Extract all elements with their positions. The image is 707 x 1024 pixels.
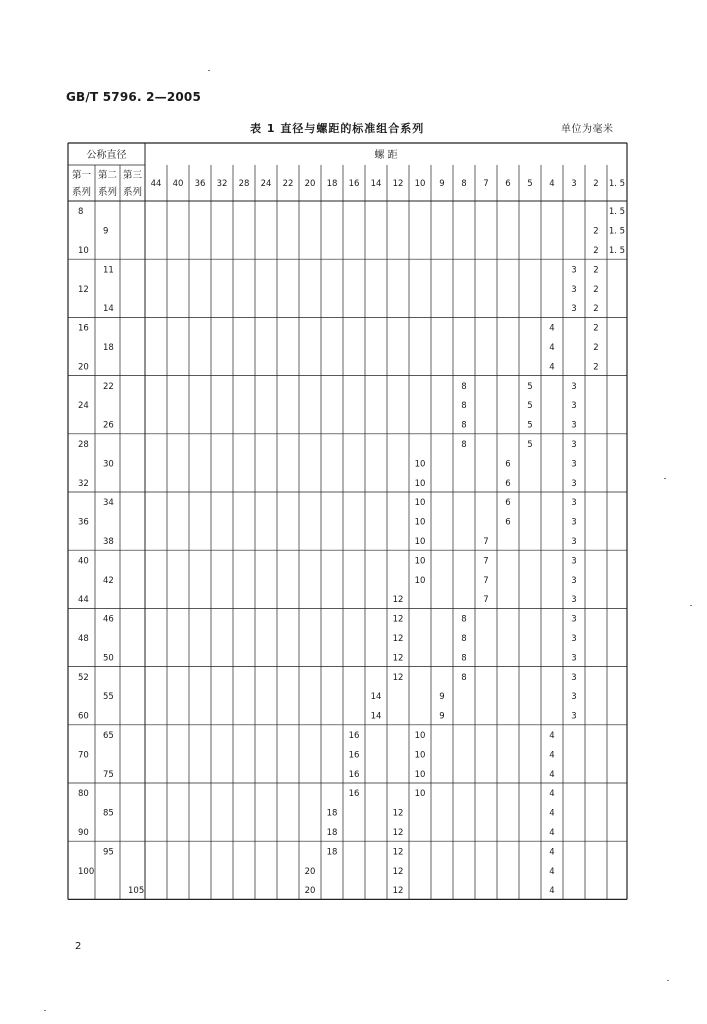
pitch-value: 3 bbox=[571, 420, 577, 431]
pitch-value: 16 bbox=[348, 769, 360, 780]
series-1-value: 40 bbox=[78, 556, 89, 567]
pitch-value: 8 bbox=[461, 672, 467, 683]
pitch-value: 3 bbox=[571, 537, 577, 547]
pitch-value: 6 bbox=[505, 478, 511, 489]
pitch-value: 8 bbox=[461, 653, 467, 664]
series-2-value: 46 bbox=[103, 614, 114, 625]
pitch-value: 8 bbox=[461, 634, 467, 644]
pitch-value: 8 bbox=[461, 420, 467, 431]
pitch-value: 18 bbox=[326, 828, 338, 838]
pitch-value: 12 bbox=[392, 672, 404, 683]
pitch-value: 8 bbox=[461, 381, 467, 392]
series-1-value: 48 bbox=[78, 634, 89, 644]
pitch-value: 3 bbox=[571, 459, 577, 470]
series-2-value: 34 bbox=[103, 498, 114, 509]
pitch-value: 4 bbox=[549, 847, 555, 858]
pitch-value: 3 bbox=[571, 265, 577, 276]
pitch-value: 12 bbox=[392, 847, 404, 858]
pitch-value: 3 bbox=[571, 517, 577, 528]
pitch-value: 14 bbox=[370, 711, 382, 722]
pitch-value: 4 bbox=[549, 769, 555, 780]
pitch-value: 2 bbox=[593, 362, 599, 373]
scan-speck bbox=[208, 70, 210, 71]
pitch-column-header: 6 bbox=[505, 179, 511, 189]
series-2-value: 75 bbox=[103, 769, 114, 780]
pitch-value: 5 bbox=[527, 440, 533, 450]
pitch-value: 10 bbox=[414, 750, 426, 761]
pitch-value: 10 bbox=[414, 731, 426, 741]
series-1-value: 90 bbox=[78, 828, 89, 838]
pitch-value: 12 bbox=[392, 808, 404, 819]
pitch-value: 18 bbox=[326, 847, 338, 858]
series-2-value: 18 bbox=[103, 343, 114, 353]
pitch-value: 2 bbox=[593, 304, 599, 315]
pitch-value: 10 bbox=[414, 789, 426, 800]
pitch-column-header: 10 bbox=[414, 179, 426, 189]
page-number: 2 bbox=[75, 941, 82, 952]
pitch-value: 7 bbox=[483, 556, 489, 567]
pitch-column-header: 8 bbox=[461, 179, 467, 189]
pitch-value: 4 bbox=[549, 886, 555, 897]
table-unit: 单位为毫米 bbox=[561, 124, 614, 135]
pitch-value: 2 bbox=[593, 246, 599, 256]
series-2-value: 11 bbox=[103, 265, 114, 276]
pitch-value: 7 bbox=[483, 575, 489, 586]
pitch-value: 4 bbox=[549, 343, 555, 353]
series-1-value: 36 bbox=[78, 517, 89, 528]
series-1-value: 32 bbox=[78, 478, 89, 489]
pitch-value: 6 bbox=[505, 517, 511, 528]
pitch-value: 12 bbox=[392, 866, 404, 877]
series-1-value: 28 bbox=[78, 440, 89, 450]
pitch-column-header: 24 bbox=[260, 179, 272, 189]
series-2-value: 65 bbox=[103, 731, 114, 741]
pitch-value: 5 bbox=[527, 381, 533, 392]
pitch-value: 1. 5 bbox=[608, 246, 626, 256]
pitch-value: 20 bbox=[304, 866, 316, 877]
pitch-value: 1. 5 bbox=[608, 226, 626, 237]
pitch-value: 12 bbox=[392, 828, 404, 838]
series-1-value: 44 bbox=[78, 595, 89, 606]
series-2-value: 55 bbox=[103, 692, 114, 703]
pitch-value: 1. 5 bbox=[608, 207, 626, 218]
series-header: 系列 bbox=[71, 187, 92, 198]
series-1-value: 24 bbox=[78, 401, 89, 412]
series-1-value: 16 bbox=[78, 323, 89, 334]
pitch-value: 4 bbox=[549, 808, 555, 819]
pitch-value: 10 bbox=[414, 517, 426, 528]
pitch-value: 3 bbox=[571, 595, 577, 606]
pitch-value: 12 bbox=[392, 614, 404, 625]
pitch-value: 10 bbox=[414, 537, 426, 547]
series-header: 第一 bbox=[71, 170, 92, 181]
pitch-value: 2 bbox=[593, 226, 599, 237]
pitch-header: 螺 距 bbox=[374, 150, 398, 161]
pitch-column-header: 2 bbox=[593, 179, 599, 189]
series-2-value: 50 bbox=[103, 653, 114, 664]
pitch-value: 4 bbox=[549, 362, 555, 373]
series-header: 第三 bbox=[122, 170, 143, 181]
pitch-value: 12 bbox=[392, 595, 404, 606]
pitch-value: 14 bbox=[370, 692, 382, 703]
pitch-value: 4 bbox=[549, 866, 555, 877]
pitch-column-header: 28 bbox=[238, 179, 250, 189]
pitch-value: 5 bbox=[527, 420, 533, 431]
series-1-value: 80 bbox=[78, 789, 89, 800]
series-2-value: 95 bbox=[103, 847, 114, 858]
pitch-value: 20 bbox=[304, 886, 316, 897]
pitch-value: 10 bbox=[414, 498, 426, 509]
pitch-value: 3 bbox=[571, 498, 577, 509]
pitch-value: 9 bbox=[439, 692, 445, 703]
pitch-value: 2 bbox=[593, 323, 599, 334]
scan-speck bbox=[690, 605, 692, 606]
series-header: 第二 bbox=[97, 170, 118, 181]
series-2-value: 22 bbox=[103, 381, 114, 392]
pitch-value: 3 bbox=[571, 711, 577, 722]
pitch-value: 4 bbox=[549, 750, 555, 761]
pitch-value: 5 bbox=[527, 401, 533, 412]
pitch-value: 3 bbox=[571, 304, 577, 315]
series-header: 系列 bbox=[97, 187, 118, 198]
series-2-value: 14 bbox=[103, 304, 114, 315]
standard-number: GB/T 5796. 2—2005 bbox=[66, 90, 202, 104]
series-2-value: 42 bbox=[103, 575, 114, 586]
pitch-value: 16 bbox=[348, 750, 360, 761]
pitch-value: 7 bbox=[483, 537, 489, 547]
pitch-column-header: 14 bbox=[370, 179, 382, 189]
pitch-value: 3 bbox=[571, 672, 577, 683]
pitch-value: 4 bbox=[549, 789, 555, 800]
pitch-value: 18 bbox=[326, 808, 338, 819]
pitch-value: 3 bbox=[571, 401, 577, 412]
pitch-value: 4 bbox=[549, 731, 555, 741]
pitch-value: 2 bbox=[593, 284, 599, 295]
pitch-column-header: 16 bbox=[348, 179, 360, 189]
pitch-value: 8 bbox=[461, 614, 467, 625]
pitch-column-header: 40 bbox=[172, 179, 184, 189]
pitch-value: 3 bbox=[571, 692, 577, 703]
pitch-value: 3 bbox=[571, 556, 577, 567]
series-2-value: 85 bbox=[103, 808, 114, 819]
pitch-value: 10 bbox=[414, 769, 426, 780]
pitch-column-header: 20 bbox=[304, 179, 316, 189]
pitch-column-header: 4 bbox=[549, 179, 555, 189]
pitch-value: 2 bbox=[593, 343, 599, 353]
pitch-value: 3 bbox=[571, 614, 577, 625]
series-2-value: 9 bbox=[103, 226, 109, 237]
pitch-column-header: 32 bbox=[216, 179, 228, 189]
pitch-value: 7 bbox=[483, 595, 489, 606]
pitch-column-header: 1. 5 bbox=[608, 179, 626, 189]
series-1-value: 70 bbox=[78, 750, 89, 761]
pitch-value: 3 bbox=[571, 440, 577, 450]
pitch-value: 4 bbox=[549, 323, 555, 334]
pitch-value: 2 bbox=[593, 265, 599, 276]
table-caption: 表 1 直径与螺距的标准组合系列 bbox=[250, 122, 425, 135]
series-2-value: 26 bbox=[103, 420, 114, 431]
pitch-column-header: 3 bbox=[571, 179, 577, 189]
pitch-value: 6 bbox=[505, 459, 511, 470]
pitch-value: 10 bbox=[414, 459, 426, 470]
pitch-column-header: 5 bbox=[527, 179, 533, 189]
pitch-column-header: 44 bbox=[150, 179, 162, 189]
pitch-column-header: 12 bbox=[392, 179, 404, 189]
series-1-value: 10 bbox=[78, 246, 89, 256]
pitch-value: 10 bbox=[414, 556, 426, 567]
pitch-column-header: 9 bbox=[439, 179, 445, 189]
series-1-value: 8 bbox=[78, 207, 84, 218]
scan-speck bbox=[44, 1010, 46, 1011]
series-2-value: 30 bbox=[103, 459, 114, 470]
pitch-value: 3 bbox=[571, 478, 577, 489]
pitch-value: 10 bbox=[414, 478, 426, 489]
pitch-value: 3 bbox=[571, 653, 577, 664]
pitch-value: 3 bbox=[571, 575, 577, 586]
pitch-value: 4 bbox=[549, 828, 555, 838]
series-1-value: 52 bbox=[78, 672, 89, 683]
pitch-value: 9 bbox=[439, 711, 445, 722]
series-2-value: 38 bbox=[103, 537, 114, 547]
pitch-value: 8 bbox=[461, 440, 467, 450]
pitch-value: 3 bbox=[571, 634, 577, 644]
series-1-value: 60 bbox=[78, 711, 89, 722]
series-1-value: 12 bbox=[78, 284, 89, 295]
series-1-value: 100 bbox=[78, 866, 95, 877]
pitch-value: 3 bbox=[571, 381, 577, 392]
series-3-value: 105 bbox=[128, 886, 145, 897]
pitch-value: 16 bbox=[348, 731, 360, 741]
series-1-value: 20 bbox=[78, 362, 89, 373]
pitch-value: 6 bbox=[505, 498, 511, 509]
pitch-column-header: 36 bbox=[194, 179, 206, 189]
scan-speck bbox=[664, 478, 666, 479]
pitch-value: 10 bbox=[414, 575, 426, 586]
pitch-column-header: 7 bbox=[483, 179, 489, 189]
pitch-value: 12 bbox=[392, 653, 404, 664]
pitch-value: 12 bbox=[392, 634, 404, 644]
nominal-diameter-header: 公称直径 bbox=[86, 150, 127, 161]
pitch-value: 12 bbox=[392, 886, 404, 897]
series-header: 系列 bbox=[122, 187, 143, 198]
pitch-value: 16 bbox=[348, 789, 360, 800]
scan-speck bbox=[667, 980, 669, 981]
pitch-value: 8 bbox=[461, 401, 467, 412]
pitch-column-header: 18 bbox=[326, 179, 338, 189]
pitch-column-header: 22 bbox=[282, 179, 294, 189]
pitch-value: 3 bbox=[571, 284, 577, 295]
